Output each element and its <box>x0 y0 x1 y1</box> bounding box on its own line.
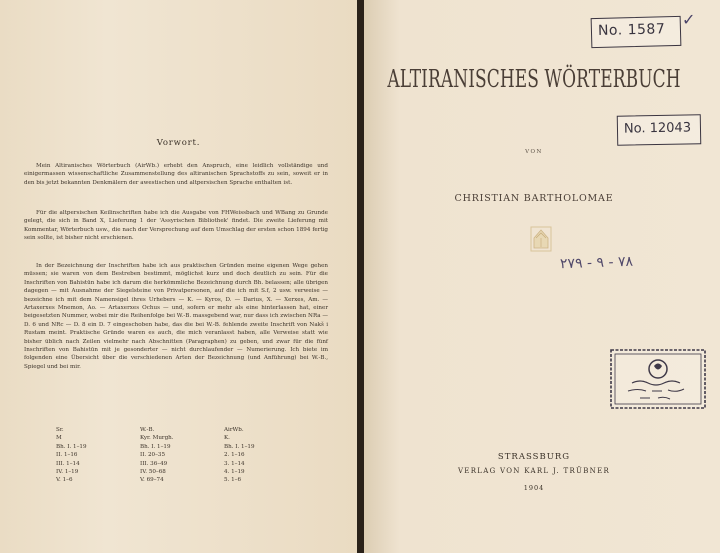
check-mark-icon: ✓ <box>682 10 696 29</box>
preface-paragraph-2: Für die altpersischen Keilinschriften habe ich die Ausgabe von FHWeissbach und WBang zu Grunde gelegt, die sich in Band X, Lieferung 1 der 'Assyrischen Bibliothek' findet. Die zweite Lieferung mit Kommentar, Wörterbuch usw., die nach der Versprechung auf dem Umschlag der ersten schon 1894 fertig sein sollte, ist bisher nicht erschienen. <box>24 210 328 242</box>
table-cell: M <box>56 435 62 442</box>
concordance-column-sr <box>56 426 87 485</box>
column-header: AirWb. <box>224 427 244 433</box>
author-name: CHRISTIAN BARTHOLOMAE <box>454 193 614 204</box>
stamp-number: No. 1587 <box>597 21 666 39</box>
preface-paragraph-1: Mein Altiranisches Wörterbuch (AirWb.) erhebt den Anspruch, eine leidlich vollständige und einigermassen wissenschaftliche Zusammenstellung des altiranischen Sprachstoffs zu sein, soweit er in den bis jetzt bekannten Denkmälern der awestischen und altpersischen Sprache enthalten ist. <box>24 163 328 186</box>
publisher-line: VERLAG VON KARL J. TRÜBNER <box>457 467 611 475</box>
table-cell: V. 69–74 <box>140 477 164 484</box>
table-cell: IV. 50–68 <box>140 469 166 476</box>
preface-paragraph-3: In der Bezeichnung der Inschriften habe ich aus praktischen Gründen meine eigenen Wege gehen müssen; sie waren von dem Bestreben bestimmt, möglichst kurz und doch deutlich zu sein. Für die Inschriften von Bahistūn habe ich darum die herkömmliche Bezeichnung durch Bh. belassen; alle übrigen dagegen — mit Ausnahme der Siegelsteine von Privatpersonen, auf die ich mit S.f, 2 usw. verweise — bezeichne ich mit dem Namensigel ihres Urhebers — K. — Kyros, D. — Darius, X. — Xerxes, Am. — Artaxerxes Mnemon, Ao. — Artaxerxes Ochus — und, sofern er mehr als eine hinterlassen hat, einer beigesetzten Nummer, wobei mir die Reihenfolge bei W.-B. massgebend war, nur dass ich zwischen NRa — D. 6 und NRc — D. 8 ein D. 7 eingeschoben habe, das die bei W.-B. fehlende zweite Inschrift von Nakš i Rustam meint. Praktische Gründe waren es auch, die mich veranlasst haben, alle Verweise statt wie bisher üblich nach Zeilen vielmehr nach Abschnitten (Paragraphen) zu geben, und zwar für die fünf Inschriften von Bahistūn mit je gesonderter — nicht durchlaufender — Numerierung. Ich biete im folgenden eine Übersicht über die verschiedenen Arten der Bezeichnung (und Anführung) bei W.-B., Spiegel und bei mir. <box>24 263 328 370</box>
table-cell: IV. 1–19 <box>56 469 79 476</box>
table-cell: 2. 1–16 <box>224 452 245 459</box>
table-cell: K. <box>224 435 230 442</box>
publisher-ornament-icon <box>530 226 552 252</box>
book-title: ALTIRANISCHES WÖRTERBUCH <box>387 66 681 94</box>
book-gutter <box>357 0 364 553</box>
von-label: VON <box>525 149 543 155</box>
table-cell: II. 1–16 <box>56 452 78 459</box>
stamp-number: No. 12043 <box>623 120 692 137</box>
column-header: W.-B. <box>140 427 155 433</box>
accession-number-stamp <box>617 114 702 145</box>
table-cell: 3. 1–14 <box>224 460 245 467</box>
table-cell: 5. 1–6 <box>224 477 242 484</box>
table-cell: 4. 1–19 <box>224 469 245 476</box>
publication-year: 1904 <box>523 484 545 492</box>
table-cell: V. 1–6 <box>56 477 73 484</box>
table-cell: II. 20–35 <box>140 452 166 459</box>
table-cell: Bh. I. 1–19 <box>140 443 171 450</box>
library-seal-stamp <box>610 349 706 409</box>
table-cell: III. 36–49 <box>140 460 168 467</box>
concordance-column-airwb <box>224 426 255 485</box>
handwritten-shelfmark: ۲۷۹ - ۹ - ۷۸ <box>559 253 634 273</box>
table-cell: Bh. I. 1–19 <box>56 443 87 450</box>
library-number-stamp <box>591 16 682 48</box>
publication-city: STRASSBURG <box>497 452 571 462</box>
table-cell: Kyr. Murgh. <box>140 435 174 442</box>
table-cell: III. 1–14 <box>56 460 80 467</box>
preface-heading: Vorwort. <box>156 138 201 148</box>
column-header: Sr. <box>56 427 64 433</box>
concordance-column-wb <box>140 426 174 485</box>
table-cell: Bh. I. 1–19 <box>224 443 255 450</box>
